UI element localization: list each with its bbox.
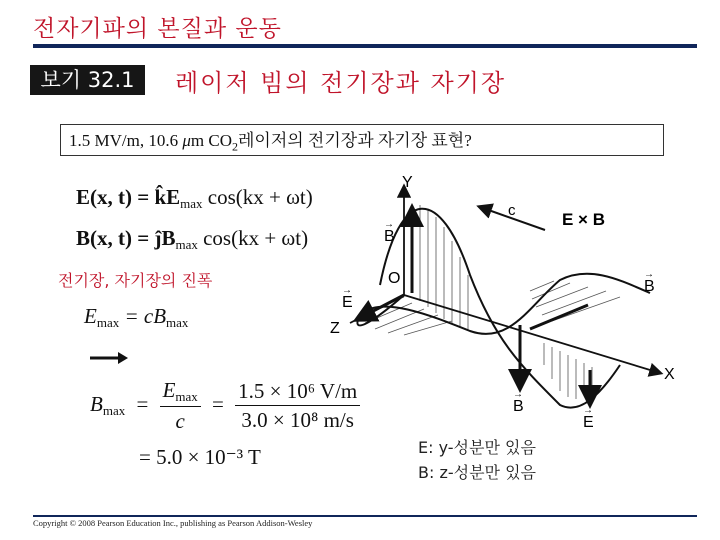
frac1-num: E <box>162 378 176 402</box>
e-field-sub: max <box>180 196 203 211</box>
relation-eq: = cB <box>119 304 167 328</box>
title-divider <box>33 44 697 48</box>
relation-e-sub: max <box>96 315 120 330</box>
frac1-den: c <box>175 409 185 433</box>
e-field-lhs: E(x, t) = k̂E <box>76 185 181 209</box>
summary-mu: μ <box>182 131 191 150</box>
b-field-rhs: cos(kx + ωt) <box>203 226 309 250</box>
label-e2-arrow: → <box>583 405 593 416</box>
note-e-component <box>418 435 536 458</box>
note-e-prefix: E <box>418 438 429 457</box>
label-c: c <box>508 202 516 219</box>
note-e-text: : y-성분만 있음 <box>428 438 536 457</box>
label-e1-arrow: → <box>342 285 352 296</box>
bmax-lhs-sub: max <box>102 402 126 418</box>
relation-e: E <box>84 304 97 328</box>
label-e-cross-b: E × B <box>562 210 605 229</box>
example-badge: 보기 32.1 <box>30 65 145 95</box>
b-field-sub: max <box>175 237 198 252</box>
problem-statement <box>60 124 664 156</box>
footer-divider <box>33 515 697 517</box>
implies-arrow-icon <box>88 350 130 366</box>
label-b3: B <box>513 398 524 415</box>
bmax-fraction-1 <box>160 378 201 434</box>
e-field-equation <box>76 185 313 212</box>
em-wave-diagram <box>320 165 700 440</box>
bmax-lhs: B <box>90 391 103 416</box>
b-field-equation <box>76 226 308 253</box>
slide-title: 전자기파의 본질과 운동 <box>33 16 282 42</box>
label-y: Y <box>402 174 413 191</box>
b-field-lhs: B(x, t) = ĵB <box>76 226 176 250</box>
label-x: X <box>664 366 675 383</box>
e-wave-hatching <box>412 205 592 399</box>
label-z: Z <box>330 320 340 337</box>
amplitude-caption: 전기장, 자기장의 진폭 <box>58 271 213 290</box>
note-b-prefix: B <box>418 463 429 482</box>
e-field-rhs: cos(kx + ωt) <box>207 185 313 209</box>
slide-subtitle: 레이저 빔의 전기장과 자기장 <box>175 69 507 97</box>
note-b-text: : z-성분만 있음 <box>428 463 536 482</box>
frac2-den: 3.0 × 10⁸ m/s <box>241 408 354 432</box>
bmax-eq-2: = <box>212 391 224 416</box>
note-b-component <box>418 460 536 483</box>
summary-sub: 2 <box>231 139 238 154</box>
label-origin: O <box>388 270 401 287</box>
relation-equation <box>84 304 188 331</box>
bmax-result: = 5.0 × 10⁻³ T <box>139 445 261 469</box>
label-b2-arrow: → <box>644 269 654 280</box>
summary-part3: 레이저의 전기장과 자기장 표현? <box>237 131 472 150</box>
label-b2: B <box>644 278 655 295</box>
frac2-num: 1.5 × 10⁶ V/m <box>235 379 360 406</box>
relation-b-sub: max <box>166 315 189 330</box>
label-e2: E <box>583 414 594 431</box>
frac1-num-sub: max <box>175 389 198 404</box>
bmax-eq: = <box>136 391 149 416</box>
summary-part1: 1.5 MV/m, 10.6 <box>69 131 183 150</box>
copyright-text: Copyright © 2008 Pearson Education Inc., publishing as Pearson Addison-Wesley <box>33 518 313 528</box>
summary-part2: m CO <box>190 131 232 150</box>
label-e1: E <box>342 294 353 311</box>
label-b1-arrow: → <box>384 219 394 230</box>
label-b3-arrow: → <box>513 389 523 400</box>
label-b1: B <box>384 228 395 245</box>
